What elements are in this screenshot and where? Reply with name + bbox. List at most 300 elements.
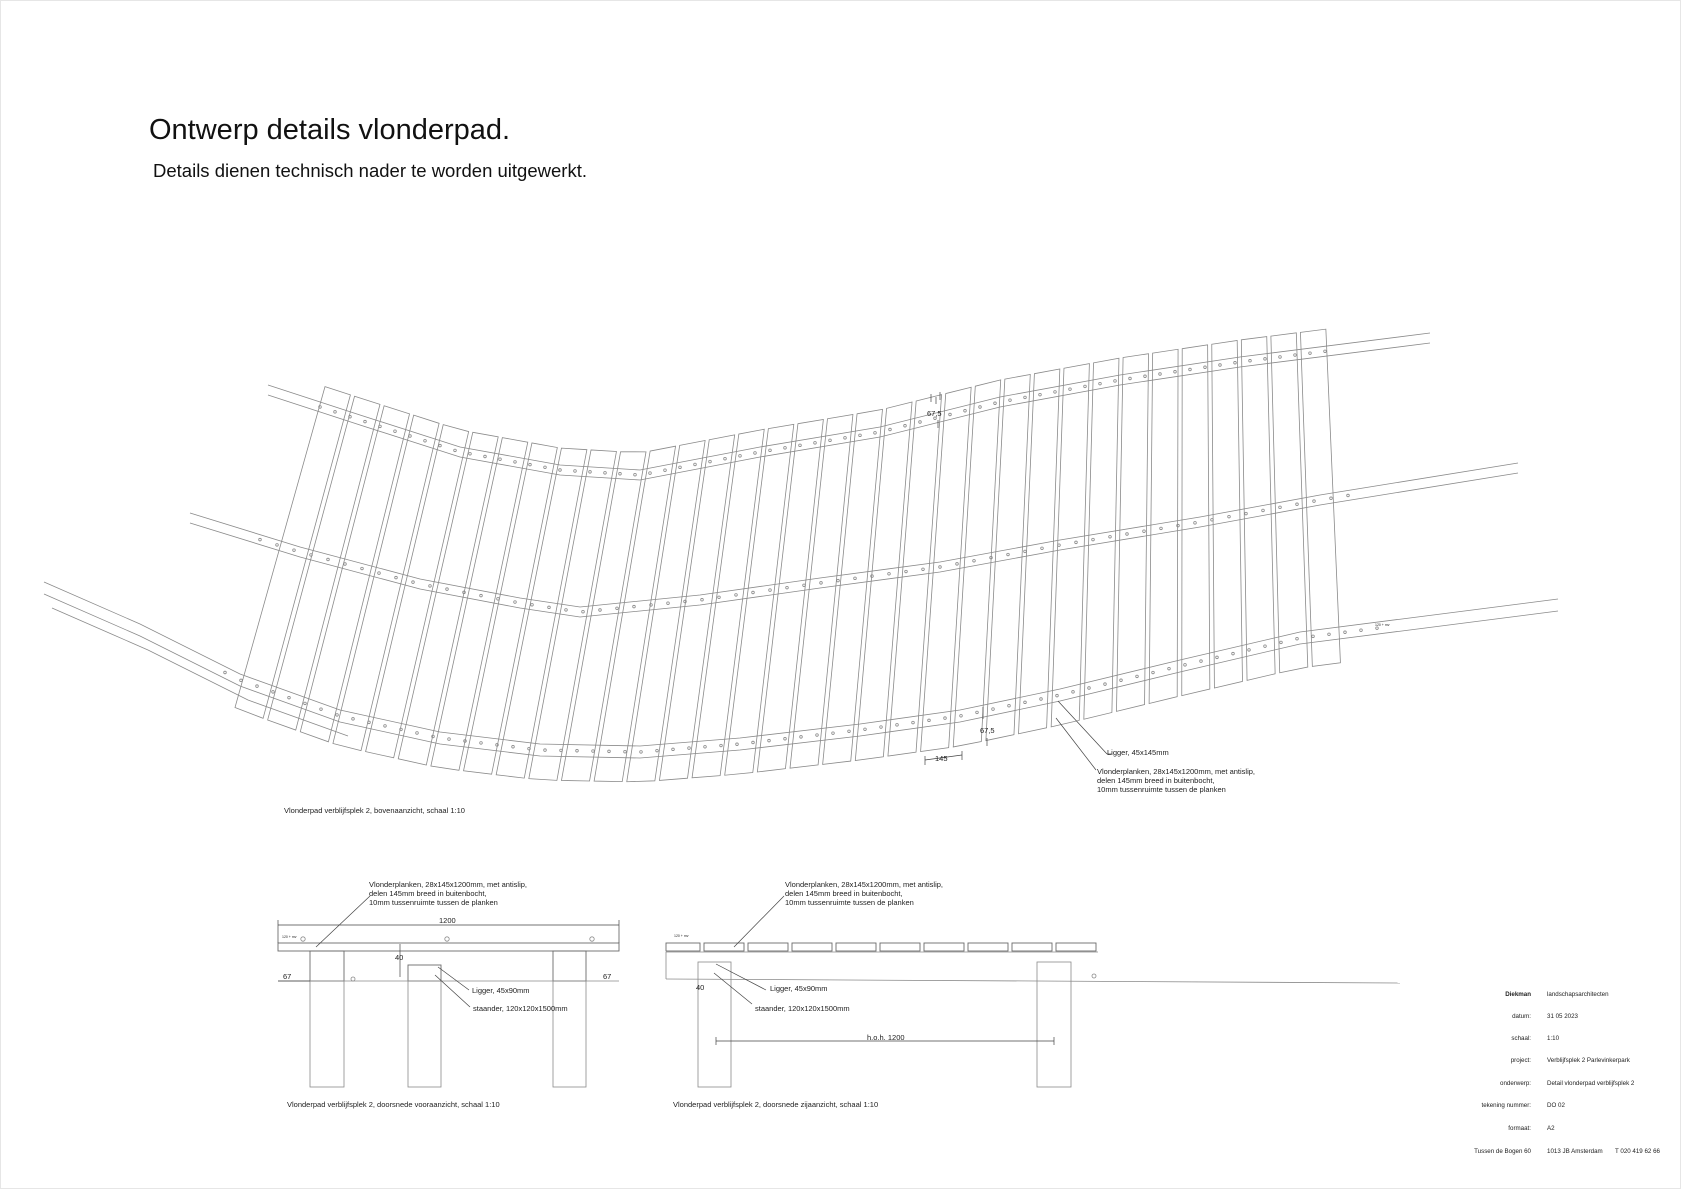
- screw-dot: [1009, 399, 1012, 402]
- screw-dot: [1144, 375, 1147, 378]
- screw-dot: [1249, 359, 1252, 362]
- screw-dot: [272, 691, 275, 694]
- screw-dot: [1264, 645, 1267, 648]
- screw-dot: [1114, 380, 1117, 383]
- vlonderplank: [790, 415, 853, 769]
- vlonderplank: [1182, 345, 1210, 696]
- staander-middle: [408, 981, 441, 1087]
- screw-dot: [1168, 667, 1171, 670]
- screw-dot: [960, 714, 963, 717]
- screw-dot: [829, 439, 832, 442]
- screw-dot: [1347, 494, 1350, 497]
- screw-dot: [497, 598, 500, 601]
- vlonderplank: [366, 425, 469, 758]
- dim-text-plank-width: 145: [935, 754, 948, 763]
- screw-dot: [1204, 366, 1207, 369]
- screw-dot: [688, 747, 691, 750]
- screw-dot: [1024, 396, 1027, 399]
- screw-dot: [1344, 631, 1347, 634]
- side-plank: [1012, 943, 1052, 951]
- screw-dot: [1092, 538, 1095, 541]
- screw-dot: [619, 472, 622, 475]
- side-plank: [792, 943, 832, 951]
- screw-dot: [1088, 687, 1091, 690]
- screw-dot: [1160, 527, 1163, 530]
- screw-dot: [874, 432, 877, 435]
- screw-dot: [512, 745, 515, 748]
- tb-label-project: project:: [1510, 1057, 1531, 1064]
- side-plank: [666, 943, 700, 951]
- screw-dot: [364, 420, 367, 423]
- screw-dot: [739, 455, 742, 458]
- screw-dot: [319, 406, 322, 409]
- screw-dot: [919, 421, 922, 424]
- screw-dot: [276, 544, 279, 547]
- screw-dot: [664, 469, 667, 472]
- screw-dot: [224, 671, 227, 674]
- side-plank: [704, 943, 744, 951]
- small-note-plan: 120 + mv: [1375, 623, 1390, 627]
- screw-dot: [409, 435, 412, 438]
- label-planks-side-2: delen 145mm breed in buitenbocht,: [785, 889, 903, 898]
- vlonderplank: [431, 438, 528, 771]
- screw-dot: [288, 696, 291, 699]
- ligger-right: [553, 951, 586, 981]
- page-title: Ontwerp details vlonderpad.: [149, 114, 511, 146]
- ligger-left: [310, 951, 344, 981]
- screw-dot: [992, 708, 995, 711]
- screw-dot: [1143, 530, 1146, 533]
- side-plank: [748, 943, 788, 951]
- screw-dot: [1313, 500, 1316, 503]
- screw-dot: [768, 739, 771, 742]
- screw-dot: [1126, 533, 1129, 536]
- screw-dot: [1136, 675, 1139, 678]
- screw-dot: [1279, 356, 1282, 359]
- label-planks-front-1: Vlonderplanken, 28x145x1200mm, met antislip,: [369, 880, 528, 889]
- screw-dot: [496, 744, 499, 747]
- screw-dot: [720, 744, 723, 747]
- tb-value-date: 31 05 2023: [1547, 1013, 1578, 1020]
- screw-dot: [334, 411, 337, 414]
- plank-group: [235, 329, 1340, 782]
- tb-value-subject: Detail vlonderpad verblijfsplek 2: [1547, 1080, 1635, 1087]
- screw-dot: [574, 470, 577, 473]
- screw-dot: [769, 449, 772, 452]
- screw-dot: [864, 728, 867, 731]
- plan-view: [44, 329, 1558, 815]
- tb-value-drawing-number: DO 02: [1547, 1102, 1565, 1109]
- screw-dot: [589, 471, 592, 474]
- screw-dot: [979, 406, 982, 409]
- screw-dot: [344, 563, 347, 566]
- screw-dot: [1007, 553, 1010, 556]
- caption-front: Vlonderpad verblijfsplek 2, doorsnede vooraanzicht, schaal 1:10: [287, 1100, 500, 1109]
- screw-dot: [1084, 385, 1087, 388]
- screw-dot: [454, 449, 457, 452]
- screw-dot: [1039, 393, 1042, 396]
- screw-dot: [1058, 544, 1061, 547]
- ligger-line: [268, 343, 1430, 480]
- screw-dot: [336, 714, 339, 717]
- title-block: [1474, 991, 1660, 1155]
- leader-planks: [1056, 718, 1096, 770]
- screw-dot: [650, 604, 653, 607]
- screw-dot: [667, 602, 670, 605]
- screw-dot: [327, 558, 330, 561]
- company-subtitle: landschapsarchitecten: [1547, 991, 1609, 998]
- screw-dot: [1120, 679, 1123, 682]
- screw-dot: [240, 679, 243, 682]
- label-planks-front-2: delen 145mm breed in buitenbocht,: [369, 889, 487, 898]
- screw-dot: [832, 732, 835, 735]
- screw-dot: [424, 440, 427, 443]
- screw-icon: [301, 937, 305, 941]
- screw-dot: [565, 609, 568, 612]
- leader-planks-side: [734, 896, 784, 947]
- screw-dot: [888, 573, 891, 576]
- screw-dot: [1040, 698, 1043, 701]
- screw-dot: [1219, 364, 1222, 367]
- screw-dot: [416, 732, 419, 735]
- screw-dot: [548, 606, 551, 609]
- screw-dot: [1245, 512, 1248, 515]
- screw-dot: [1312, 635, 1315, 638]
- screw-dot: [1324, 350, 1327, 353]
- screw-dot: [956, 563, 959, 566]
- edge-line: [52, 608, 348, 736]
- screw-dot: [439, 444, 442, 447]
- screw-dot: [656, 749, 659, 752]
- screw-dot: [1328, 633, 1331, 636]
- screw-dot: [544, 749, 547, 752]
- vlonderplank: [464, 443, 558, 774]
- tb-address: Tussen de Bogen 60: [1474, 1148, 1531, 1155]
- screw-dot: [816, 734, 819, 737]
- screw-dot: [531, 604, 534, 607]
- label-ligger-side: Ligger, 45x90mm: [770, 984, 828, 993]
- screw-dot: [1159, 373, 1162, 376]
- vlonderplank: [823, 409, 883, 764]
- screw-dot: [480, 742, 483, 745]
- caption-plan: Vlonderpad verblijfsplek 2, bovenaanzicht, schaal 1:10: [284, 806, 465, 815]
- tb-label-scale: schaal:: [1511, 1035, 1531, 1042]
- tb-label-drawing-number: tekening nummer:: [1481, 1102, 1531, 1109]
- screw-dot: [735, 594, 738, 597]
- screw-dot: [736, 743, 739, 746]
- screw-dot: [754, 452, 757, 455]
- screw-dot: [616, 607, 619, 610]
- screw-dot: [384, 725, 387, 728]
- screw-dot: [912, 721, 915, 724]
- screw-dot: [378, 572, 381, 575]
- screw-dot: [412, 581, 415, 584]
- staander-side-left: [698, 962, 731, 1087]
- screw-dot: [560, 749, 563, 752]
- screw-dot-group: [224, 350, 1379, 753]
- vlonderplank: [1149, 349, 1178, 703]
- screw-dot: [394, 430, 397, 433]
- small-note-front: 120 + mv: [282, 935, 297, 939]
- label-planks-side-3: 10mm tussenruimte tussen de planken: [785, 898, 914, 907]
- vlonderplank: [1084, 358, 1119, 719]
- screw-dot: [1279, 506, 1282, 509]
- screw-dot: [469, 453, 472, 456]
- screw-dot: [432, 735, 435, 738]
- screw-dot: [799, 444, 802, 447]
- screw-dot: [694, 463, 697, 466]
- ligger-middle: [408, 965, 441, 981]
- screw-dot: [769, 589, 772, 592]
- screw-dot: [1072, 691, 1075, 694]
- screw-dot: [320, 708, 323, 711]
- screw-dot: [814, 442, 817, 445]
- screw-dot: [649, 472, 652, 475]
- leader-staander-front: [435, 975, 470, 1007]
- leader-ligger-side: [716, 964, 766, 990]
- label-planks-plan-2: delen 145mm breed in buitenbocht,: [1097, 776, 1215, 785]
- vlonderplank: [333, 415, 439, 750]
- screw-dot: [256, 685, 259, 688]
- screw-dot: [1075, 541, 1078, 544]
- screw-dot: [1189, 368, 1192, 371]
- screw-dot: [1232, 652, 1235, 655]
- vlonderplank: [855, 402, 912, 761]
- tb-value-project: Verblijfsplek 2 Parlevinkerpark: [1547, 1057, 1630, 1064]
- screw-dot: [1280, 641, 1283, 644]
- dim-text-gap-top: 67,5: [927, 409, 942, 418]
- screw-dot: [1104, 683, 1107, 686]
- screw-dot: [604, 472, 607, 475]
- screw-dot: [304, 702, 307, 705]
- screw-dot: [1129, 377, 1132, 380]
- screw-dot: [514, 461, 517, 464]
- screw-dot: [1228, 515, 1231, 518]
- screw-dot: [905, 570, 908, 573]
- leader-planks-front: [316, 896, 370, 947]
- dim-text-40-front: 40: [395, 953, 404, 962]
- screw-dot: [592, 750, 595, 753]
- screw-dot: [633, 605, 636, 608]
- vlonderplank: [398, 432, 498, 765]
- screw-dot: [640, 751, 643, 754]
- screw-dot: [1152, 671, 1155, 674]
- vlonderplank: [921, 387, 972, 751]
- screw-dot: [889, 428, 892, 431]
- screw-dot: [944, 717, 947, 720]
- screw-dot: [904, 424, 907, 427]
- screw-dot: [859, 434, 862, 437]
- label-ligger-plan: Ligger, 45x145mm: [1107, 748, 1169, 757]
- screw-dot: [820, 582, 823, 585]
- tb-value-format: A2: [1547, 1125, 1555, 1132]
- screw-dot: [718, 596, 721, 599]
- screw-dot: [484, 455, 487, 458]
- side-plank: [968, 943, 1008, 951]
- side-plank: [836, 943, 876, 951]
- screw-icon: [1092, 974, 1096, 978]
- tb-label-subject: onderwerp:: [1500, 1080, 1531, 1087]
- screw-dot: [514, 601, 517, 604]
- vlonderplank: [300, 406, 409, 742]
- screw-dot: [293, 549, 296, 552]
- screw-dot: [684, 600, 687, 603]
- ligger-line: [268, 333, 1430, 470]
- screw-dot: [844, 437, 847, 440]
- screw-dot: [1099, 382, 1102, 385]
- dim-text-hoh: h.o.h. 1200: [867, 1033, 905, 1042]
- screw-dot: [752, 741, 755, 744]
- screw-dot: [634, 473, 637, 476]
- side-plank: [880, 943, 920, 951]
- screw-dot: [803, 584, 806, 587]
- deck-plank-front: [278, 943, 619, 951]
- screw-dot: [1296, 503, 1299, 506]
- screw-dot: [576, 749, 579, 752]
- screw-dot: [672, 748, 675, 751]
- label-planks-side-1: Vlonderplanken, 28x145x1200mm, met antislip,: [785, 880, 944, 889]
- screw-dot: [709, 460, 712, 463]
- screw-dot: [446, 588, 449, 591]
- screw-dot: [679, 466, 682, 469]
- beam-group: [44, 333, 1558, 758]
- dim-text-right: 67: [603, 972, 612, 981]
- screw-dot: [1211, 519, 1214, 522]
- label-staander-side: staander, 120x120x1500mm: [755, 1004, 850, 1013]
- dim-text-gap-bottom: 67,5: [980, 726, 995, 735]
- screw-dot: [1248, 649, 1251, 652]
- screw-dot: [880, 726, 883, 729]
- screw-dot: [448, 738, 451, 741]
- ligger-line: [44, 594, 1558, 758]
- tb-value-scale: 1:10: [1547, 1035, 1560, 1042]
- screw-dot: [1376, 627, 1379, 630]
- screw-icon: [351, 977, 355, 981]
- screw-dot: [1174, 370, 1177, 373]
- tb-phone: T 020 419 62 66: [1615, 1148, 1660, 1155]
- screw-dot: [582, 610, 585, 613]
- screw-dot: [837, 579, 840, 582]
- screw-dot: [1234, 361, 1237, 364]
- screw-dot: [1330, 497, 1333, 500]
- screw-dot: [1216, 656, 1219, 659]
- leader-staander-side: [714, 973, 752, 1004]
- screw-dot: [1264, 358, 1267, 361]
- screw-dot: [544, 466, 547, 469]
- screw-dot: [964, 409, 967, 412]
- caption-side: Vlonderpad verblijfsplek 2, doorsnede zijaanzicht, schaal 1:10: [673, 1100, 879, 1109]
- vlonderplank: [1051, 364, 1089, 727]
- dim-text-left: 67: [283, 972, 292, 981]
- screw-dot: [1296, 637, 1299, 640]
- screw-dot: [1360, 629, 1363, 632]
- screw-dot: [395, 576, 398, 579]
- screw-dot: [784, 737, 787, 740]
- beam-line-side: [666, 979, 1400, 983]
- side-plank-row: [666, 943, 1096, 951]
- screw-dot: [704, 746, 707, 749]
- screw-dot: [528, 747, 531, 750]
- screw-dot: [608, 750, 611, 753]
- section-front-view: [278, 880, 619, 1109]
- screw-dot: [379, 425, 382, 428]
- leader-ligger-front: [438, 967, 469, 990]
- screw-dot: [800, 736, 803, 739]
- screw-dot: [922, 568, 925, 571]
- label-ligger-front: Ligger, 45x90mm: [472, 986, 530, 995]
- vlonderplank: [529, 450, 617, 780]
- page-subtitle: Details dienen technisch nader te worden uitgewerkt.: [153, 160, 587, 181]
- screw-dot: [1184, 664, 1187, 667]
- tb-postcode: 1013 JB Amsterdam: [1547, 1148, 1603, 1155]
- screw-dot: [994, 402, 997, 405]
- screw-dot: [1069, 388, 1072, 391]
- screw-dot: [599, 609, 602, 612]
- screw-dot: [1024, 701, 1027, 704]
- ligger-line: [190, 463, 1518, 607]
- section-side-view: [666, 880, 1400, 1109]
- vlonderplank: [496, 448, 587, 778]
- label-planks-plan-3: 10mm tussenruimte tussen de planken: [1097, 785, 1226, 794]
- screw-dot: [973, 559, 976, 562]
- screw-icon: [590, 937, 594, 941]
- small-note-side: 120 + mv: [674, 934, 689, 938]
- leader-ligger: [1058, 701, 1107, 754]
- screw-dot: [976, 711, 979, 714]
- screw-dot: [624, 750, 627, 753]
- dim-text-total: 1200: [439, 916, 456, 925]
- screw-dot: [848, 730, 851, 733]
- dim-text-40-side: 40: [696, 983, 705, 992]
- screw-dot: [724, 457, 727, 460]
- screw-dot: [928, 719, 931, 722]
- screw-dot: [786, 586, 789, 589]
- vlonderplank: [235, 387, 350, 719]
- screw-dot: [368, 721, 371, 724]
- side-plank: [1056, 943, 1096, 951]
- screw-dot: [854, 577, 857, 580]
- tb-label-date: datum:: [1512, 1013, 1531, 1020]
- screw-dot: [939, 566, 942, 569]
- screw-icon: [445, 937, 449, 941]
- screw-dot: [752, 591, 755, 594]
- screw-dot: [1309, 352, 1312, 355]
- screw-dot: [559, 469, 562, 472]
- screw-dot: [701, 598, 704, 601]
- screw-dot: [896, 724, 899, 727]
- screw-dot: [429, 585, 432, 588]
- screw-dot: [1008, 704, 1011, 707]
- dimension-plank-width: [925, 751, 962, 765]
- tb-label-format: formaat:: [1508, 1125, 1531, 1132]
- screw-dot: [400, 728, 403, 731]
- company-name: Diekman: [1505, 991, 1531, 998]
- screw-dot: [480, 594, 483, 597]
- staander-left: [310, 981, 344, 1087]
- side-plank: [924, 943, 964, 951]
- screw-dot: [784, 447, 787, 450]
- screw-dot: [1194, 522, 1197, 525]
- screw-dot: [1294, 354, 1297, 357]
- screw-dot: [529, 463, 532, 466]
- screw-dot: [259, 538, 262, 541]
- screw-dot: [1041, 547, 1044, 550]
- screw-dot: [499, 458, 502, 461]
- screw-dot: [1024, 550, 1027, 553]
- screw-dot: [349, 415, 352, 418]
- staander-right: [553, 981, 586, 1087]
- screw-dot: [1109, 535, 1112, 538]
